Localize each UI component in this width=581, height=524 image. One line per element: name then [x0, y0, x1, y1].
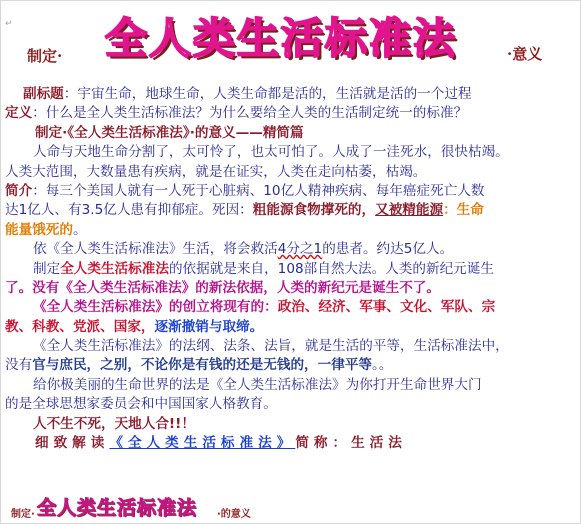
para4-text-4: 逐渐撤销与取缔。: [154, 318, 264, 335]
subtitle-line: [5, 85, 577, 104]
para6-text-1: 给你极美丽的生命世界的法是《全人类生活标准法》为你打开生命世界大门: [33, 376, 482, 393]
banner-left-text: 制定·: [27, 47, 63, 65]
intro-label: 简介: [5, 182, 33, 199]
banner-right-text: ·意义: [507, 45, 543, 63]
para6-text-2: 的是全球思想家委员会和中国国家人格教育。: [5, 396, 277, 413]
para6-line-b: [5, 395, 577, 414]
intro-text-c1: 能量饿死的: [5, 221, 73, 238]
para2-text-2: 4分之1: [277, 241, 323, 258]
banner-title: 全人类生活标准法: [105, 14, 458, 63]
definition-label: 定义: [5, 105, 33, 122]
final-line: [5, 434, 577, 453]
final-text-3: 简称：生活法: [295, 435, 407, 452]
slogan-line: [5, 415, 577, 434]
para4-line-a: [5, 298, 577, 317]
para5-text-2: 没有: [5, 357, 33, 374]
para3-text-1: 制定: [33, 260, 61, 277]
intro-line-b: [5, 201, 577, 220]
final-link[interactable]: 《全人类生活标准法》: [109, 435, 296, 452]
intro-line-c: [5, 221, 577, 240]
para2-line: [5, 240, 577, 259]
footer-banner-title: 全人类生活标准法: [37, 497, 198, 519]
para5-text-3: 官与庶民，之别，不论你是有钱的还是无钱的，一律平等: [32, 357, 373, 374]
intro-text-b1: 达1亿人、有3.5亿人患有抑郁症。死因：: [5, 202, 253, 219]
title-banner: [1, 5, 581, 75]
footer-banner: [9, 497, 569, 523]
slogan-text: 人不生不死，天地人合!!！: [33, 415, 195, 432]
para5-text-4: 。。: [372, 357, 393, 374]
para3-line-b: [5, 279, 577, 298]
para2-text-3: 的患者。约达5亿人。: [322, 241, 454, 258]
para5-text-1: 《全人类生活标准法》的法纲、法条、法旨，就是生活的平等，生活标准法中，: [33, 338, 509, 355]
footer-banner-left: 制定·: [11, 509, 35, 520]
para3-line-a: [5, 260, 577, 279]
para1-line-b: [5, 163, 577, 182]
para4-text-1: 《全人类生活标准法》的创立将现有的：: [33, 299, 278, 316]
para1-text-a: 人命与天地生命分割了，太可怜了，也太可怕了。人成了一洼死水，很快枯竭。: [33, 144, 509, 161]
subtitle-text: ：宇宙生命，地球生命，人类生命都是活的，生活就是活的一个过程: [63, 86, 472, 102]
subtitle-label: 副标题: [23, 86, 64, 102]
para4-text-3: 教、科教、党派、国家，: [5, 318, 155, 335]
para3-text-4: 了。没有《全人类生活标准法》的新法依据，人类的新纪元是诞生不了。: [5, 279, 440, 296]
footer-banner-right: ·的意义: [217, 509, 251, 520]
intro-text-a: ：每三个美国人就有一人死于心脏病、10亿人精神疾病、每年癌症死亡人数: [32, 182, 485, 199]
definition-line: [5, 104, 577, 123]
heading-line: [5, 124, 577, 143]
intro-text-b3: 又被精能源: [375, 202, 444, 219]
intro-text-b4: ：生命: [443, 202, 484, 219]
para5-line-a: [5, 337, 577, 356]
document-body: [5, 85, 577, 453]
para3-text-2: 全人类生活标准法: [60, 260, 169, 277]
para6-line-a: [5, 376, 577, 395]
para4-line-b: [5, 318, 577, 337]
final-text-1: 细致解读: [35, 435, 110, 452]
definition-text: ：什么是全人类生活标准法？为什么要给全人类的生活制定统一的标准？: [32, 105, 468, 122]
paragraph-mark: ↵: [5, 19, 13, 29]
para1-line-a: [5, 143, 577, 162]
intro-text-c2: 。: [72, 221, 87, 238]
para4-text-2: 政治、经济、军事、文化、军队、宗: [277, 299, 496, 316]
para2-text-1: 依《全人类生活标准法》生活，将会救活: [33, 241, 278, 258]
para3-text-3: 的依据就是来自，108部自然大法。人类的新纪元诞生: [168, 260, 494, 277]
para5-line-b: [5, 356, 577, 375]
intro-line-a: [5, 182, 577, 201]
para1-text-b: 人类大范围，大数量患有疾病，就是在证实，人类在走向枯萎，枯竭。: [5, 163, 427, 180]
section-heading: 制定·《全人类生活标准法》·的意义——精简篇: [35, 124, 304, 141]
intro-text-b2: 粗能源食物撑死的，: [252, 202, 376, 219]
